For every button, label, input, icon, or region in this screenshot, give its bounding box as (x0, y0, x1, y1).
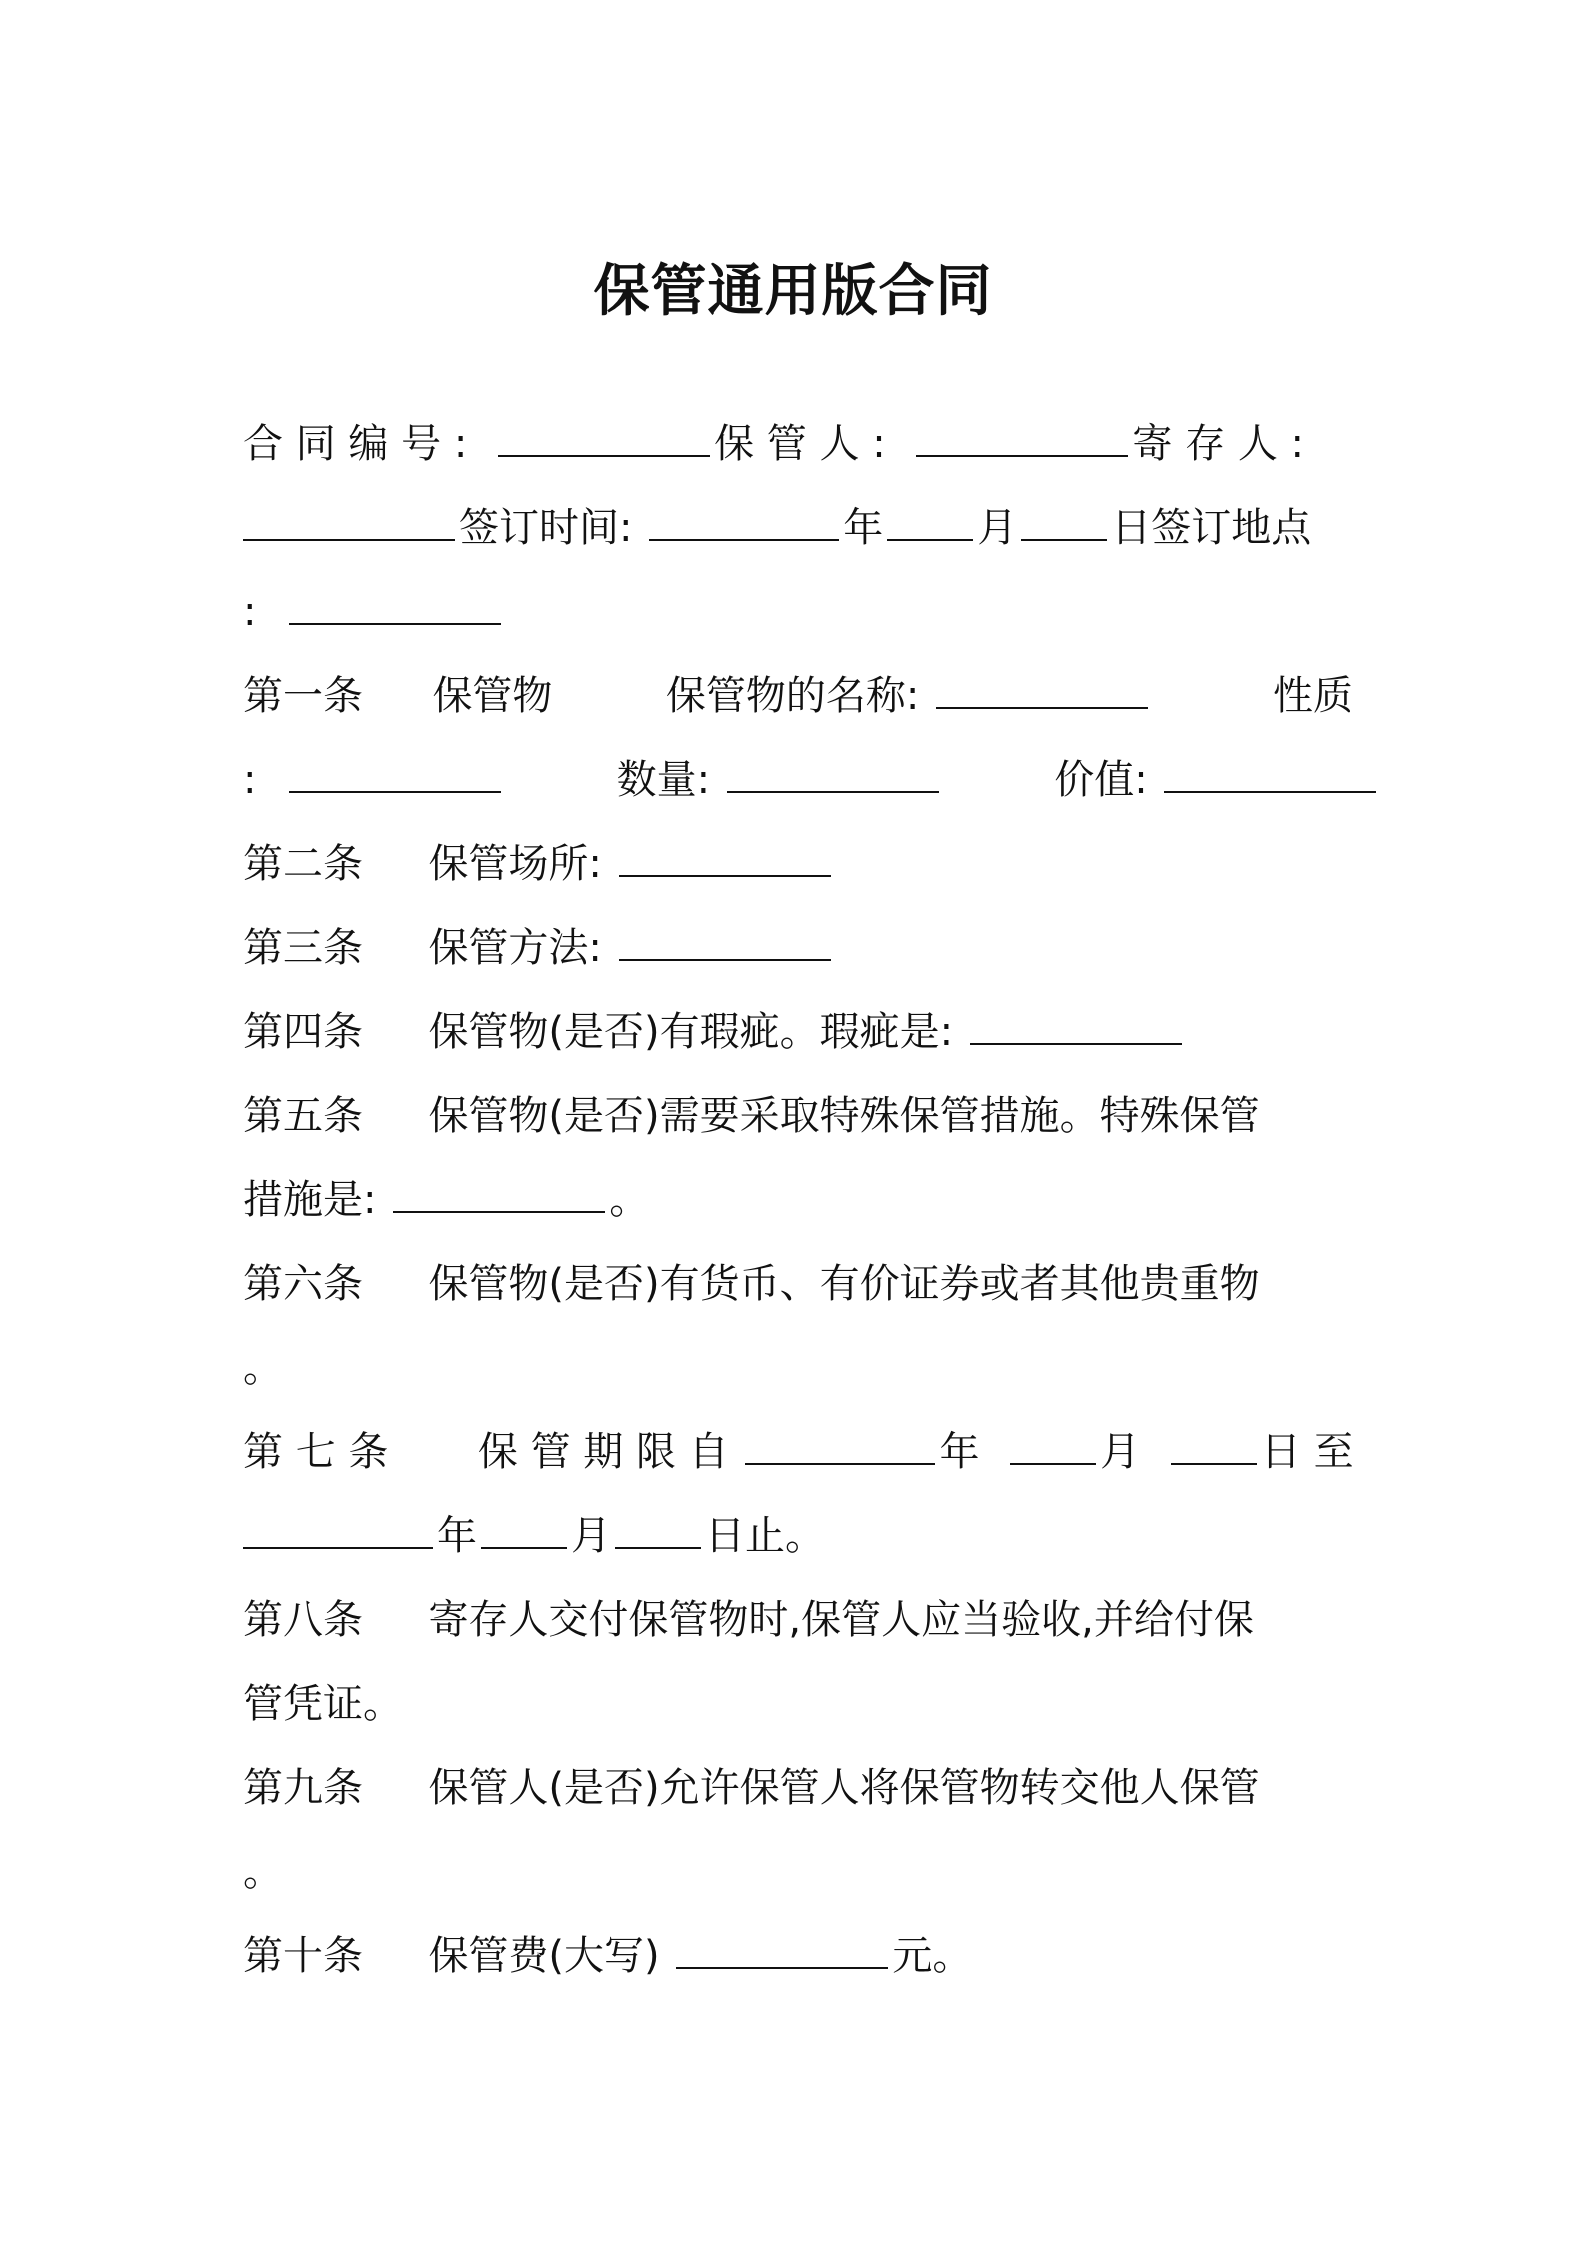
article8-number: 第八条 (243, 1597, 363, 1643)
depositor-blank (243, 509, 455, 541)
article6-text-2: 。 (243, 1345, 283, 1391)
article6-line-1 (243, 1242, 1353, 1326)
article5-blank (393, 1181, 605, 1213)
article7-end-month-blank (481, 1517, 567, 1549)
article3-number: 第三条 (243, 925, 363, 971)
article8-text-1: 寄存人交付保管物时,保管人应当验收,并给付保 (428, 1597, 1254, 1643)
article7-month-label: 月 (1100, 1429, 1141, 1475)
article7-number: 第 七 条 (243, 1429, 389, 1475)
article2-text: 保管场所: (428, 841, 602, 887)
article5-text-2-suffix: 。 (609, 1177, 650, 1223)
document-title: 保管通用版合同 (593, 259, 993, 324)
article5-line-1 (243, 1074, 1353, 1158)
article10-number: 第十条 (243, 1933, 363, 1979)
header-line-2 (243, 486, 1353, 570)
article1-line-1 (243, 654, 1353, 738)
sign-month-label: 月 (977, 505, 1018, 551)
article8-line-2 (243, 1662, 1353, 1746)
article7-day-end: 日止。 (705, 1513, 825, 1559)
article4-number: 第四条 (243, 1009, 363, 1055)
custodian-label: 保 管 人 : (714, 421, 886, 467)
article1-nature-label: 性质 (1273, 673, 1353, 719)
sign-year-blank (649, 509, 839, 541)
sign-time-label: 签订时间: (459, 505, 633, 551)
article1-quantity-blank (727, 761, 939, 793)
contract-no-label: 合 同 编 号 : (243, 421, 468, 467)
sign-place-blank (289, 593, 501, 625)
article4-text: 保管物(是否)有瑕疵。瑕疵是: (428, 1009, 954, 1055)
article9-line-2 (243, 1830, 1353, 1914)
article4-line (243, 990, 1353, 1074)
article2-line (243, 822, 1353, 906)
article7-year-label: 年 (939, 1429, 980, 1475)
article4-blank (970, 1013, 1182, 1045)
article9-text-1: 保管人(是否)允许保管人将保管物转交他人保管 (428, 1765, 1260, 1811)
sign-place-label: 日签订地点 (1111, 505, 1312, 551)
article7-month2-label: 月 (571, 1513, 611, 1559)
header-line-1 (243, 402, 1353, 486)
article7-line-2 (243, 1494, 1353, 1578)
sign-month-blank (887, 509, 973, 541)
article1-name-blank (936, 677, 1148, 709)
article10-text-suffix: 元。 (892, 1933, 973, 1979)
article10-text-prefix: 保管费(大写) (428, 1933, 660, 1979)
article1-heading: 保管物 (432, 673, 553, 719)
article7-text-prefix: 保 管 期 限 自 (477, 1429, 729, 1475)
article1-nature-blank (289, 761, 501, 793)
article6-text-1: 保管物(是否)有货币、有价证券或者其他贵重物 (428, 1261, 1260, 1307)
sign-year-label: 年 (843, 505, 884, 551)
article5-number: 第五条 (243, 1093, 363, 1139)
article7-year2-label: 年 (437, 1513, 477, 1559)
article9-text-2: 。 (243, 1849, 283, 1895)
article1-nature-colon: : (243, 757, 257, 803)
article1-quantity-label: 数量: (616, 757, 711, 803)
article1-line-2 (243, 738, 1353, 822)
custodian-blank (916, 425, 1128, 457)
article3-line (243, 906, 1353, 990)
article2-blank (619, 845, 831, 877)
article9-line-1 (243, 1746, 1353, 1830)
article7-end-year-blank (243, 1517, 433, 1549)
article1-value-label: 价值: (1054, 757, 1148, 803)
article10-fee-blank (676, 1937, 888, 1969)
article3-text: 保管方法: (428, 925, 602, 971)
article5-text-2-prefix: 措施是: (243, 1177, 377, 1223)
article7-line-1 (243, 1410, 1353, 1494)
article7-start-month-blank (1010, 1433, 1096, 1465)
article1-value-blank (1164, 761, 1376, 793)
article3-blank (619, 929, 831, 961)
article10-line (243, 1914, 1353, 1998)
article5-line-2 (243, 1158, 1353, 1242)
article5-text-1: 保管物(是否)需要采取特殊保管措施。特殊保管 (428, 1093, 1260, 1139)
depositor-label: 寄 存 人 : (1132, 421, 1305, 467)
article1-name-label: 保管物的名称: (665, 673, 920, 719)
sign-place-colon: : (243, 589, 257, 635)
article7-start-day-blank (1171, 1433, 1257, 1465)
contract-no-blank (498, 425, 710, 457)
article8-text-2: 管凭证。 (243, 1681, 403, 1727)
article8-line-1 (243, 1578, 1353, 1662)
article7-day-to: 日 至 (1260, 1429, 1354, 1475)
sign-day-blank (1021, 509, 1107, 541)
article6-line-2 (243, 1326, 1353, 1410)
article2-number: 第二条 (243, 841, 363, 887)
article6-number: 第六条 (243, 1261, 363, 1307)
article7-end-day-blank (615, 1517, 701, 1549)
article9-number: 第九条 (243, 1765, 363, 1811)
header-line-3 (243, 570, 1353, 654)
article1-number: 第一条 (243, 673, 363, 719)
article7-start-year-blank (745, 1433, 935, 1465)
